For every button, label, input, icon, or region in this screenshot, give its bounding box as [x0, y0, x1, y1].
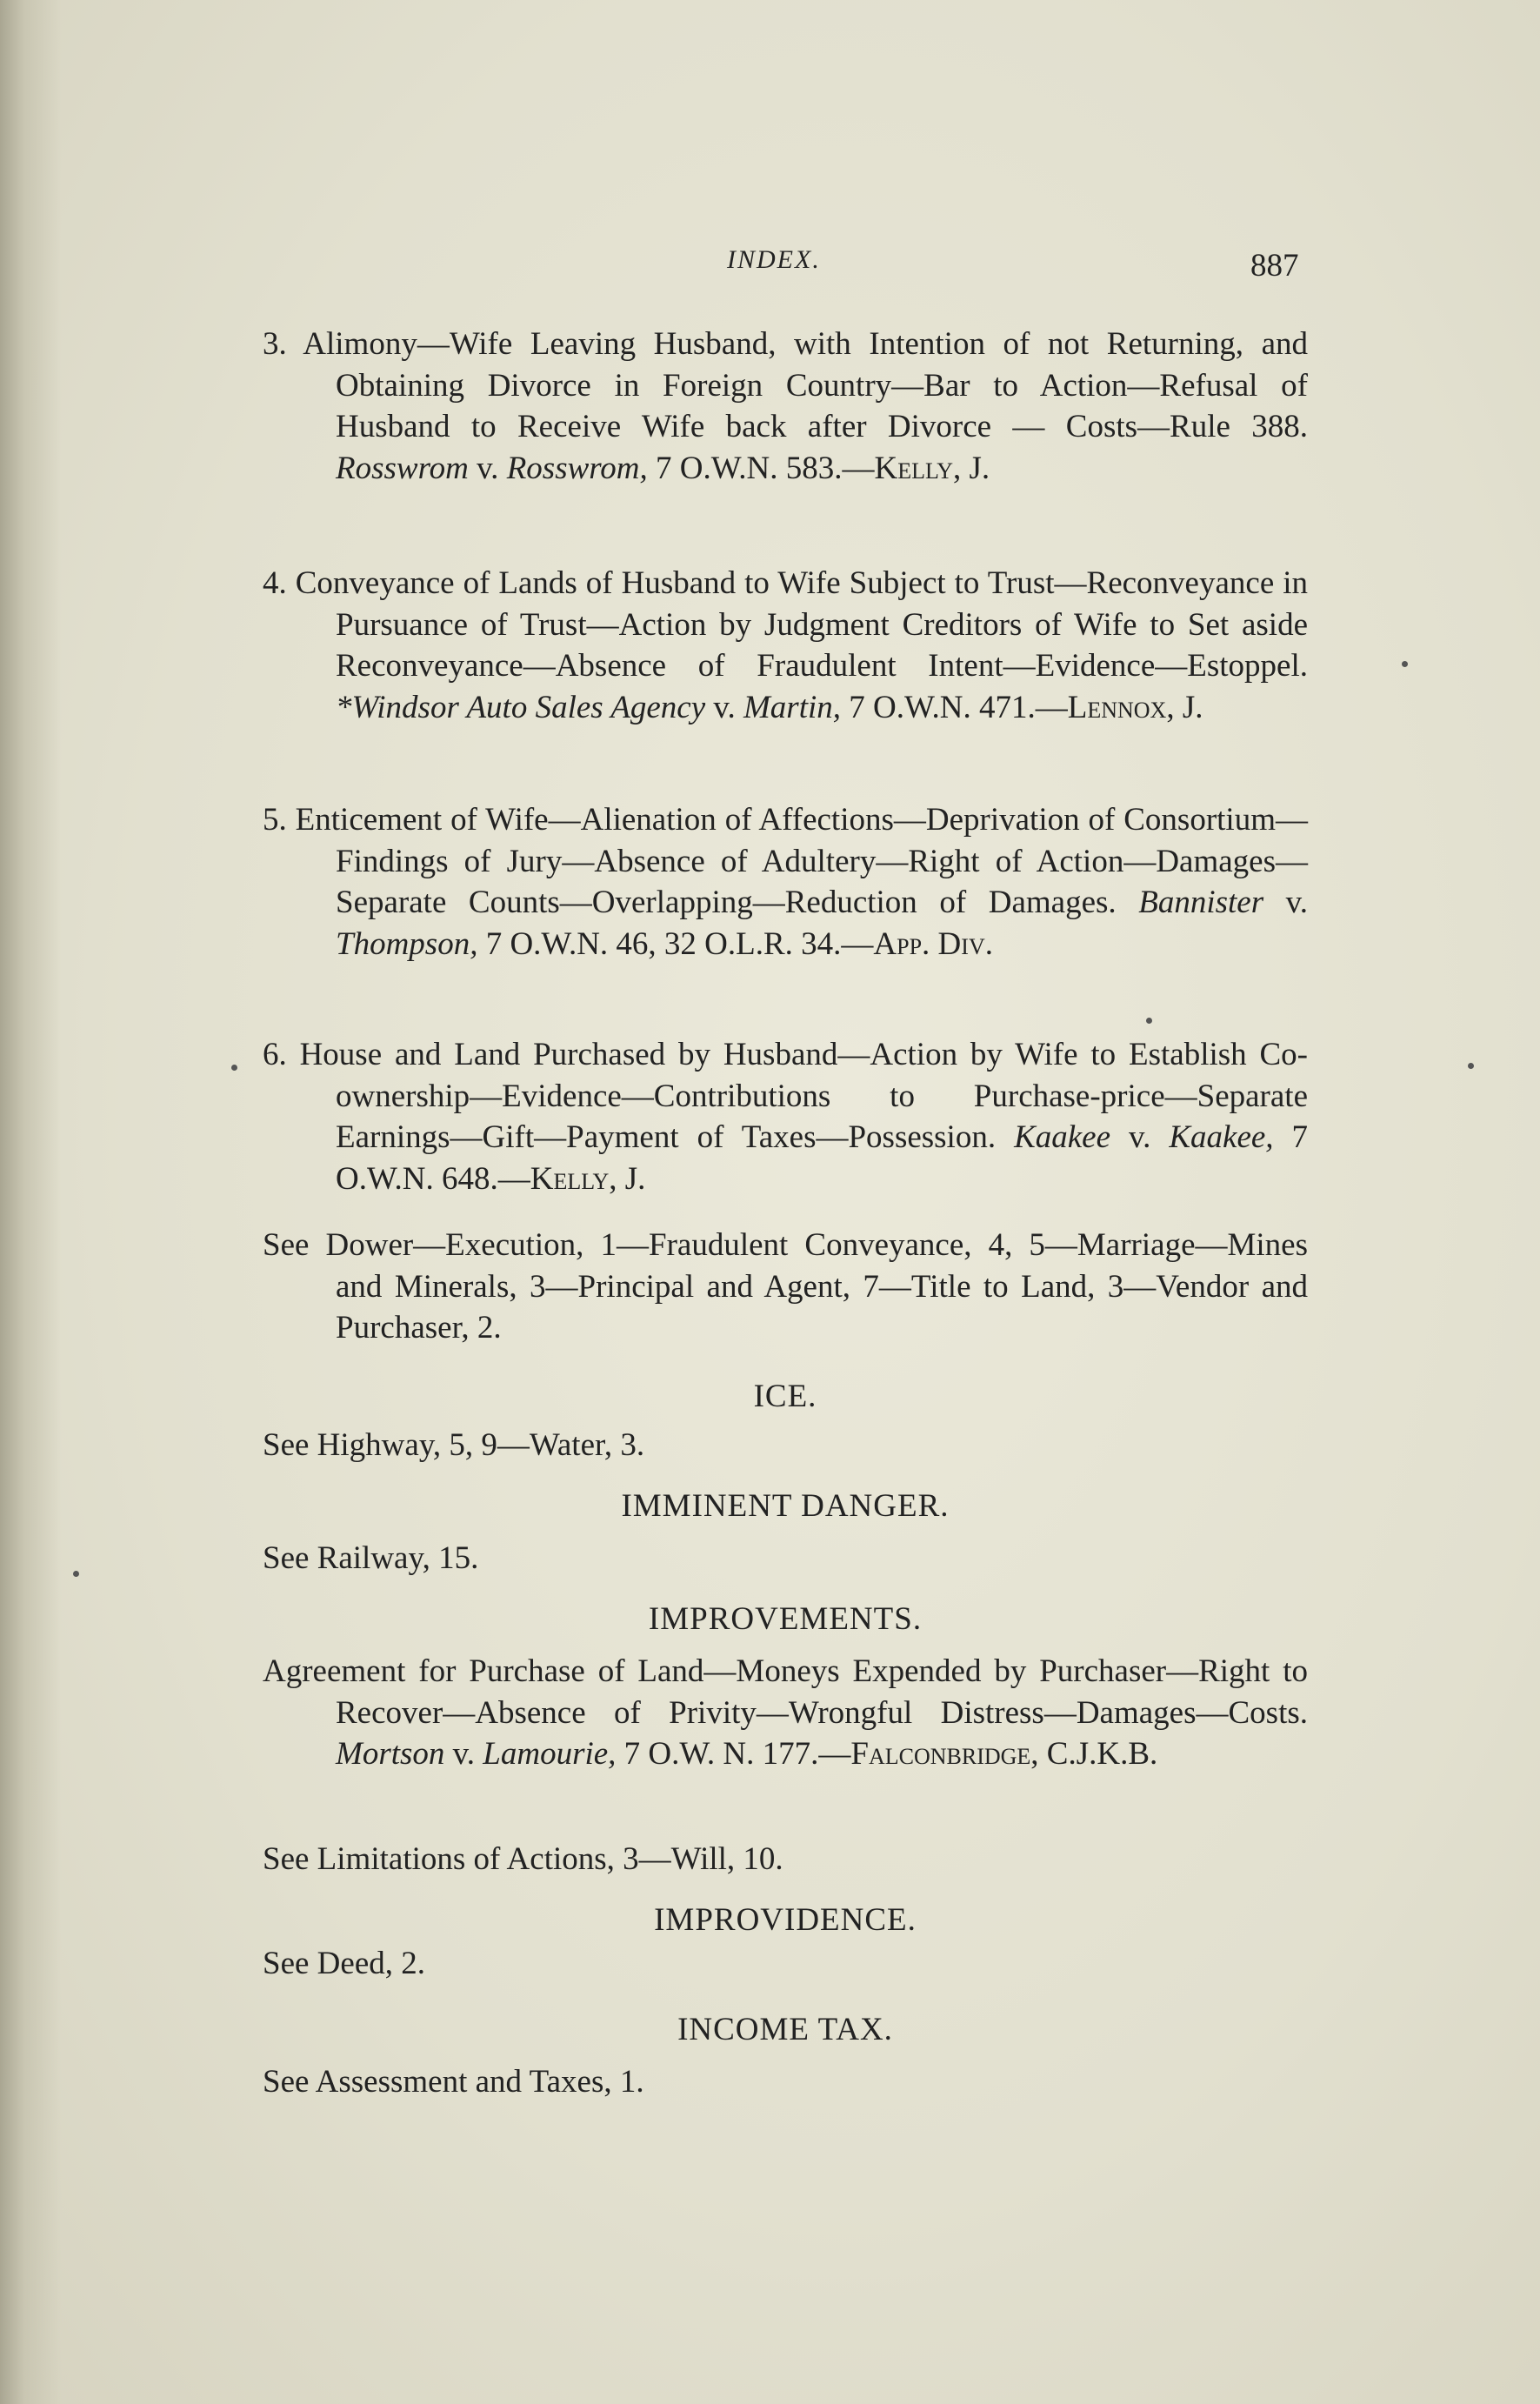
entry-3-judge: Kelly, J.: [874, 450, 990, 486]
index-entry-3: [263, 324, 1308, 489]
entry-4-case-b: Martin,: [743, 689, 842, 725]
entry-5-case-a: Bannister: [1138, 885, 1264, 920]
page-number: 887: [1250, 248, 1299, 284]
paper-speck: [73, 1571, 79, 1577]
entry-4-judge: Lennox, J.: [1067, 689, 1203, 725]
entry-3-case-b: Rosswrom,: [506, 450, 648, 486]
improvements-case-a: Mortson: [336, 1736, 445, 1772]
paper-speck: [231, 1065, 237, 1071]
heading-ice: ICE.: [753, 1379, 817, 1414]
heading-improvements: IMPROVEMENTS.: [648, 1601, 923, 1637]
entry-5-text: 5. Enticement of Wife—Alienation of Affections—Deprivation of Consortium—Findings of Jury—Absence of Adultery—Right of Action—Damages—Separate Counts—Overlapping—Reduction of Damages.: [263, 802, 1308, 920]
improvements-v: v.: [452, 1736, 476, 1772]
entry-6-case-a: Kaakee: [1014, 1119, 1111, 1155]
entry-6-v: v.: [1129, 1119, 1151, 1155]
see-also-improvidence: See Deed, 2.: [263, 1946, 425, 1981]
entry-4-v: v.: [713, 689, 736, 725]
entry-5-citation: 7 O.W.N. 46, 32 O.L.R. 34.—: [485, 925, 874, 962]
entry-3-v: v.: [477, 450, 499, 486]
entry-3-case-a: Rosswrom: [336, 450, 469, 486]
improvements-case-b: Lamourie,: [483, 1736, 617, 1772]
see-also-improvements: See Limitations of Actions, 3—Will, 10.: [263, 1841, 783, 1877]
improvements-citation: 7 O.W. N. 177.—: [623, 1736, 851, 1772]
entry-5-v: v.: [1285, 885, 1309, 920]
page-gutter-shadow: [0, 0, 61, 2404]
paper-speck: [1146, 1018, 1152, 1024]
entry-6-case-b: Kaakee,: [1169, 1119, 1274, 1155]
see-also-income-tax: See Assessment and Taxes, 1.: [263, 2064, 644, 2100]
running-header-title: INDEX.: [727, 245, 821, 274]
see-also-ice: See Highway, 5, 9—Water, 3.: [263, 1427, 645, 1463]
entry-6-text: 6. House and Land Purchased by Husband—Action by Wife to Establish Co-ownership—Evidence—Contributions to Purchase-price—Separate Earnings—Gift—Payment of Taxes—Possession.: [263, 1037, 1308, 1155]
entry-5-case-b: Thompson,: [336, 925, 478, 962]
heading-improvidence: IMPROVIDENCE.: [654, 1902, 917, 1938]
improvements-text: Agreement for Purchase of Land—Moneys Expended by Purchaser—Right to Recover—Absence of Privity—Wrongful Distress—Damages—Costs.: [263, 1653, 1308, 1731]
index-entry-5: [263, 799, 1308, 965]
entry-4-case-a: *Windsor Auto Sales Agency: [336, 689, 706, 725]
entry-4-citation: 7 O.W.N. 471.—: [849, 689, 1068, 725]
entry-6-citation: 7 O.W.N. 648.—: [336, 1119, 1309, 1197]
entry-6-judge: Kelly, J.: [530, 1160, 646, 1197]
heading-income-tax: INCOME TAX.: [677, 2012, 893, 2047]
entry-5-judge: App. Div.: [873, 925, 993, 962]
index-entry-6: [263, 1034, 1308, 1199]
heading-imminent-danger: IMMINENT DANGER.: [621, 1488, 950, 1524]
entry-3-text: 3. Alimony—Wife Leaving Husband, with Intention of not Returning, and Obtaining Divorce in Foreign Country—Bar to Action—Refusal of Husband to Receive Wife back after Divorce — Costs—Rule 388.: [263, 326, 1308, 444]
entry-4-text: 4. Conveyance of Lands of Husband to Wife Subject to Trust—Reconveyance in Pursuance of Trust—Action by Judgment Creditors of Wife to Set aside Reconveyance—Absence of Fraudulent Intent—Evidence—Estoppel.: [263, 565, 1308, 684]
improvements-entry: [263, 1651, 1308, 1775]
entry-3-citation: 7 O.W.N. 583.—: [656, 450, 875, 486]
see-also-main: See Dower—Execution, 1—Fraudulent Conveyance, 4, 5—Marriage—Mines and Minerals, 3—Principal and Agent, 7—Title to Land, 3—Vendor and Purchaser, 2.: [263, 1227, 1308, 1346]
index-entry-4: [263, 563, 1308, 728]
paper-speck: [1468, 1063, 1474, 1069]
paper-speck: [1402, 661, 1408, 667]
see-also-imminent-danger: See Railway, 15.: [263, 1540, 479, 1576]
improvements-judge: Falconbridge, C.J.K.B.: [850, 1736, 1158, 1772]
